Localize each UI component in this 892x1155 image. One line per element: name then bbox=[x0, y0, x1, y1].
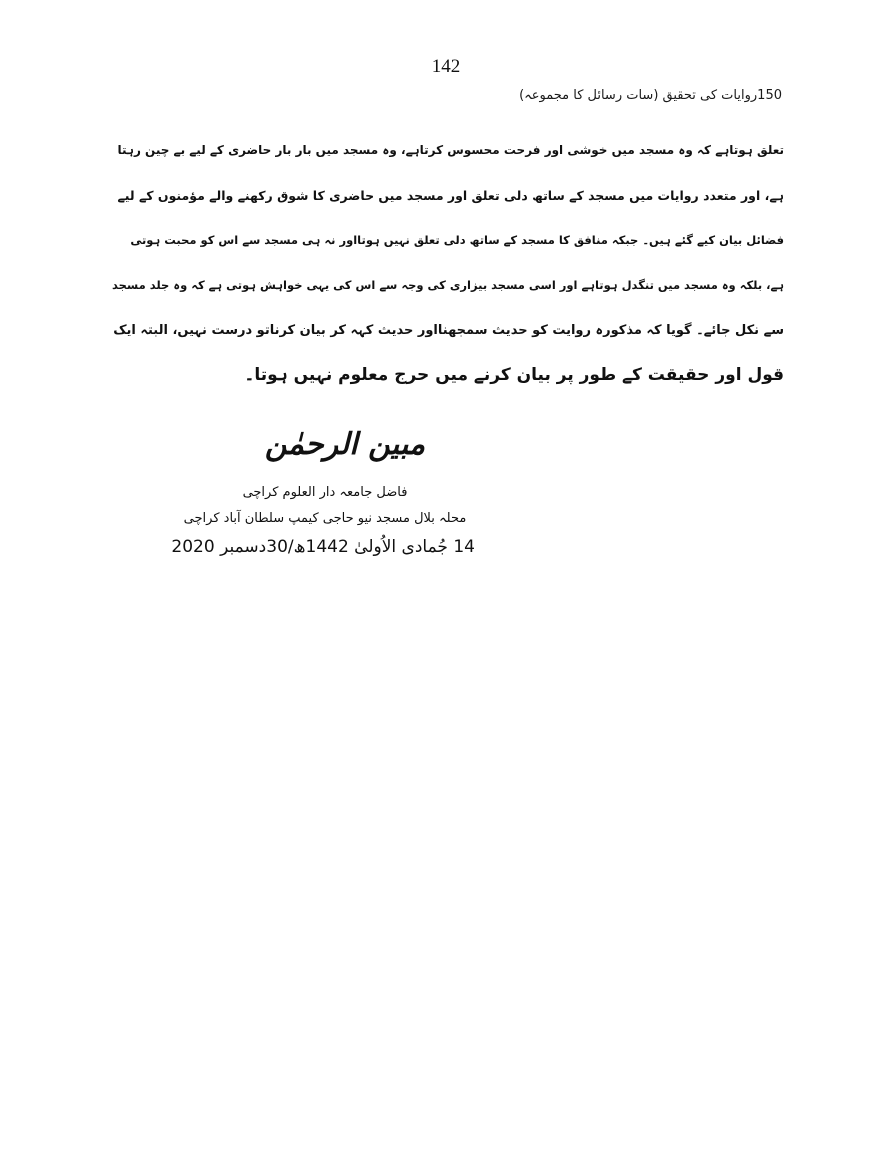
page-number: 142 bbox=[431, 56, 461, 77]
signature-date: 14 جُمادی الاُولیٰ 1442ھ/30دسمبر 2020 bbox=[171, 537, 475, 557]
signature-block bbox=[171, 420, 475, 562]
body-line: ہے، بلکہ وہ مسجد میں تنگدل ہوتاہے اور اسی مسجد بیزاری کی وجہ سے اس کی یہی خواہش ہوتی ہے کہ وہ جلد مسجد bbox=[111, 278, 784, 292]
body-line: سے نکل جائے۔ گویا کہ مذکورہ روایت کو حدیث سمجھنااور حدیث کہہ کر بیان کرناتو درست نہیں، البتہ ایک bbox=[113, 323, 784, 338]
body-paragraph bbox=[104, 128, 784, 398]
author-signature: مبین الرحمٰن bbox=[264, 427, 426, 462]
author-affiliation: فاضل جامعہ دار العلوم کراچی bbox=[242, 485, 408, 500]
author-address: محلہ بلال مسجد نیو حاجی کیمپ سلطان آباد کراچی bbox=[183, 511, 467, 526]
body-line: قول اور حقیقت کے طور پر بیان کرنے میں حرج معلوم نہیں ہوتا۔ bbox=[244, 365, 784, 385]
body-line: ہے، اور متعدد روایات میں مسجد کے ساتھ دلی تعلق اور مسجد میں حاضری کا شوق رکھنے والے مؤمنوں کے لیے bbox=[117, 188, 784, 203]
body-line: تعلق ہوتاہے کہ وہ مسجد میں خوشی اور فرحت محسوس کرتاہے، وہ مسجد میں بار بار حاضری کے لیے بے چین رہتا bbox=[117, 143, 784, 157]
running-header: 150روایات کی تحقیق (سات رسائل کا مجموعہ) bbox=[519, 88, 782, 103]
body-line: فضائل بیان کیے گئے ہیں۔ جبکہ منافق کا مسجد کے ساتھ دلی تعلق نہیں ہوتااور نہ ہی مسجد سے اس کو محبت ہوتی bbox=[130, 233, 784, 247]
